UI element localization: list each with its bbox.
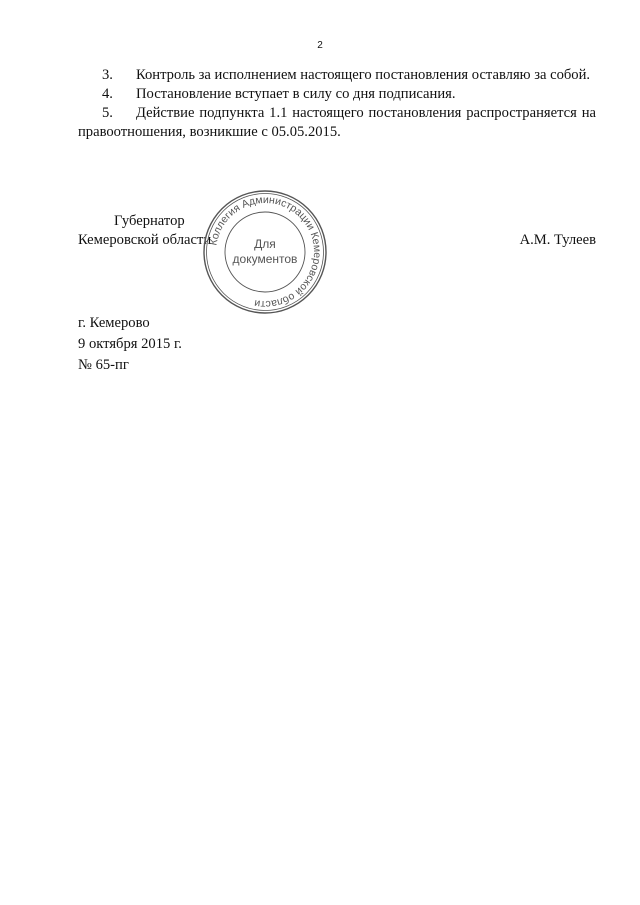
paragraph-3: [78, 66, 596, 85]
paragraph-text: Действие подпункта 1.1 настоящего постановления распространяется на правоотношения, возникшие с 05.05.2015.: [78, 105, 596, 140]
signatory-name: А.М. Тулеев: [519, 232, 596, 248]
paragraph-number: 5.: [102, 105, 113, 121]
paragraph-4: [78, 85, 596, 104]
paragraph-text: Контроль за исполнением настоящего постановления оставляю за собой.: [136, 67, 591, 83]
document-number: № 65-пг: [78, 357, 129, 373]
seal-center-line2: документов: [232, 252, 298, 266]
signature-block: [78, 212, 596, 312]
document-city: г. Кемерово: [78, 315, 150, 331]
seal-ring-text: Коллегия Администрации Кемеровской области: [207, 193, 324, 311]
official-seal: [201, 188, 329, 316]
paragraph-number: 4.: [102, 86, 113, 102]
paragraph-text: Постановление вступает в силу со дня подписания.: [136, 86, 456, 102]
paragraph-5: [78, 104, 596, 142]
document-date: 9 октября 2015 г.: [78, 336, 182, 352]
document-footer: [78, 313, 182, 376]
document-body: [78, 66, 596, 142]
signatory-region: Кемеровской области: [78, 232, 212, 248]
page-number: 2: [317, 40, 323, 51]
seal-center-line1: Для: [254, 237, 276, 251]
paragraph-number: 3.: [102, 67, 113, 83]
signatory-position: Губернатор: [114, 213, 185, 229]
